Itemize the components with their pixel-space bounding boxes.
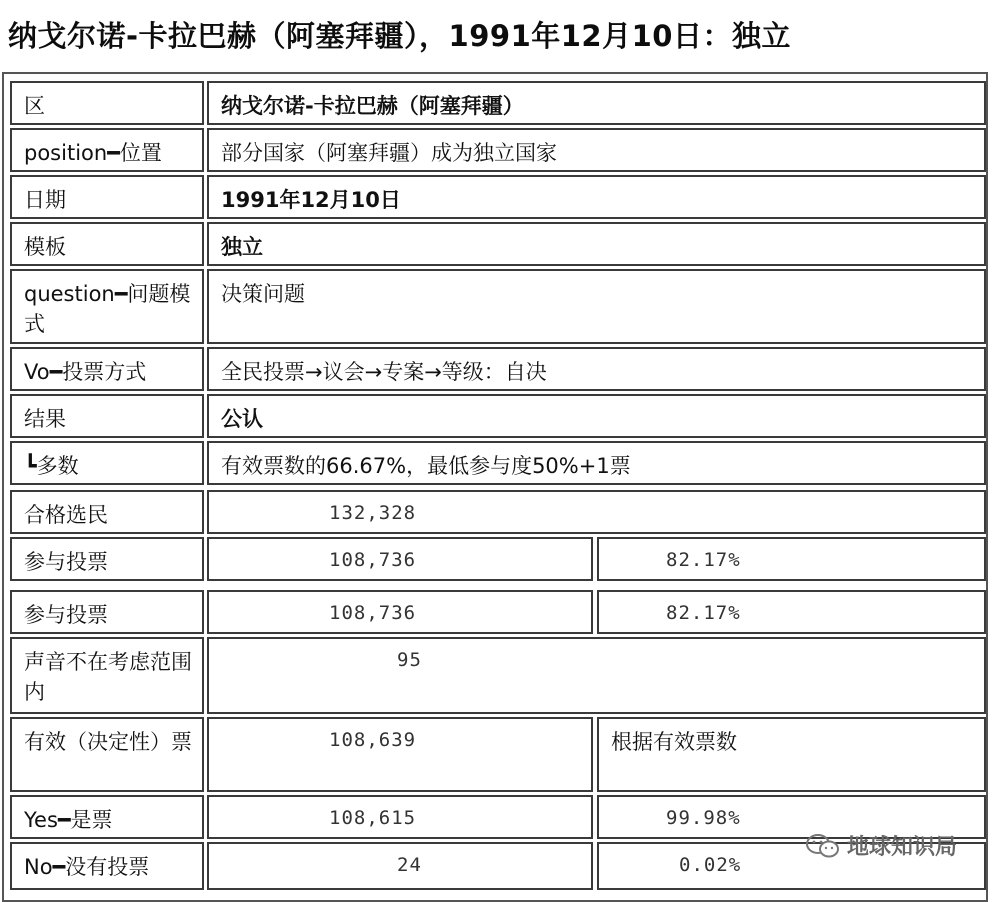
row-value-majority: 有效票数的66.67%，最低参与度50%+1票 bbox=[207, 441, 986, 485]
row-label-no-votes: No━没有投票 bbox=[10, 842, 204, 890]
wechat-icon bbox=[805, 833, 841, 859]
row-label-yes-votes: Yes━是票 bbox=[10, 795, 204, 839]
row-percent-turnout: 82.17% bbox=[597, 537, 986, 581]
row-label-date: 日期 bbox=[10, 175, 204, 219]
row-percent-yes-votes: 99.98% bbox=[597, 795, 986, 839]
row-label-majority: ┗多数 bbox=[10, 441, 204, 485]
row-value-position: 部分国家（阿塞拜疆）成为独立国家 bbox=[207, 128, 986, 172]
row-label-result: 结果 bbox=[10, 394, 204, 438]
row-value-template: 独立 bbox=[207, 222, 986, 266]
row-label-region: 区 bbox=[10, 81, 204, 125]
row-label-position: position━位置 bbox=[10, 128, 204, 172]
row-percent-no-votes: 0.02% bbox=[597, 842, 986, 890]
row-value-vote-method: 全民投票→议会→专案→等级：自决 bbox=[207, 347, 986, 391]
row-label-question: question━问题模式 bbox=[10, 269, 204, 344]
row-label-turnout: 参与投票 bbox=[10, 537, 204, 581]
row-number-invalid-votes: 95 bbox=[207, 637, 986, 714]
row-number-turnout-repeat: 108,736 bbox=[207, 590, 593, 634]
row-percent-turnout-repeat: 82.17% bbox=[597, 590, 986, 634]
row-label-turnout-repeat: 参与投票 bbox=[10, 590, 204, 634]
row-number-turnout: 108,736 bbox=[207, 537, 593, 581]
row-label-eligible-voters: 合格选民 bbox=[10, 490, 204, 534]
row-number-no-votes: 24 bbox=[207, 842, 593, 890]
row-label-valid-votes: 有效（决定性）票 bbox=[10, 717, 204, 792]
row-number-eligible-voters: 132,328 bbox=[207, 490, 986, 534]
row-label-invalid-votes: 声音不在考虑范围内 bbox=[10, 637, 204, 714]
row-value-question: 决策问题 bbox=[207, 269, 986, 344]
watermark bbox=[805, 830, 957, 861]
row-value-result: 公认 bbox=[207, 394, 986, 438]
row-value-date: 1991年12月10日 bbox=[207, 175, 986, 219]
watermark-text: 地球知识局 bbox=[847, 835, 958, 860]
row-number-valid-votes: 108,639 bbox=[207, 717, 593, 792]
row-label-vote-method: Vo━投票方式 bbox=[10, 347, 204, 391]
row-label-template: 模板 bbox=[10, 222, 204, 266]
page-title: 纳戈尔诺-卡拉巴赫（阿塞拜疆），1991年12月10日：独立 bbox=[8, 19, 791, 53]
row-note-valid-votes: 根据有效票数 bbox=[597, 717, 986, 792]
row-number-yes-votes: 108,615 bbox=[207, 795, 593, 839]
row-value-region: 纳戈尔诺-卡拉巴赫（阿塞拜疆） bbox=[207, 81, 986, 125]
